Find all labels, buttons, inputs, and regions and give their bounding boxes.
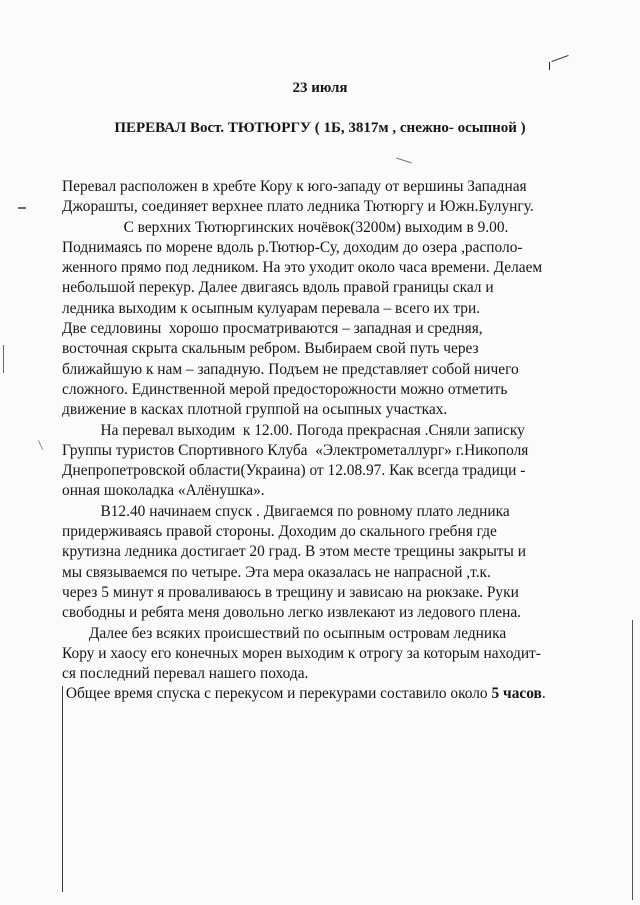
scan-mark-left-dash — [18, 207, 26, 209]
text-line: придерживаясь правой стороны. Доходим до скального гребня где — [62, 523, 497, 541]
text-line: мы связываемся по четыре. Эта мера оказалась не напрасной ,т.к. — [62, 563, 491, 581]
text-line: через 5 минут я проваливаюсь в трещину и зависаю на рюкзаке. Руки — [62, 583, 519, 601]
scan-mark-left-tick — [38, 440, 43, 449]
document-date: 23 июля — [292, 80, 348, 96]
text-line: Джорашты, соединяет верхнее плато ледника Тютюргу и Южн.Булунгу. — [62, 198, 534, 216]
text-line: На перевал выходим к 12.00. Погода прекрасная .Сняли записку — [62, 421, 525, 439]
text-line-last-end: . — [541, 685, 546, 703]
text-line: Днепропетровской области(Украина) от 12.08.97. Как всегда традици - — [62, 462, 526, 480]
text-line: ледника выходим к осыпным кулуарам перевала – всего их три. — [62, 299, 481, 317]
text-line: онная шоколадка «Алёнушка». — [62, 482, 265, 500]
scan-mark-top-right — [551, 55, 568, 62]
scan-margin-line — [62, 686, 63, 892]
text-line: сложного. Единственной мерой предосторожности можно отметить — [62, 380, 508, 398]
text-line-last-start: Общее время спуска с перекусом и перекурами составило около — [62, 685, 492, 703]
text-line: движение в касках плотной группой на осыпных участках. — [62, 401, 448, 419]
text-line: Поднимаясь по морене вдоль р.Тютюр-Су, доходим до озера ,располо- — [62, 238, 523, 256]
scan-mark-left-edge — [3, 345, 4, 373]
text-line: восточная скрыта скальным ребром. Выбираем свой путь через — [62, 340, 479, 358]
text-line: Кору и хаосу его конечных морен выходим к отрогу за которым находит- — [62, 644, 541, 662]
text-line: ся последний перевал нашего похода. — [62, 665, 309, 683]
total-time-bold: 5 часов — [491, 685, 542, 703]
text-line: С верхних Тютюргинских ночёвок(3200м) выходим в 9.00. — [62, 218, 509, 236]
text-line: Далее без всяких происшествий по осыпным островам ледника — [62, 624, 507, 642]
text-line: свободны и ребята меня довольно легко извлекают из ледового плена. — [62, 604, 522, 622]
text-line: Две седловины хорошо просматриваются – западная и средняя, — [62, 320, 483, 338]
scan-mark-right-edge — [632, 620, 633, 900]
text-line: Перевал расположен в хребте Кору к юго-западу от вершины Западная — [62, 178, 527, 195]
scan-mark-top-right-tick — [549, 62, 550, 70]
document-title: ПЕРЕВАЛ Вост. ТЮТЮРГУ ( 1Б, 3817м , снежно- осыпной ) — [114, 120, 526, 136]
text-line: Группы туристов Спортивного Клуба «Электрометаллург» г.Никополя — [62, 441, 529, 459]
text-line-last — [62, 684, 622, 704]
text-line: женного прямо под ледником. На это уходит около часа времени. Делаем — [62, 259, 543, 277]
scan-mark-middle — [396, 158, 412, 164]
text-line: ближайшую к нам – западную. Подъем не представляет собой ничего — [62, 360, 519, 378]
text-line: В12.40 начинаем спуск . Двигаемся по ровному плато ледника — [62, 502, 510, 520]
text-line: крутизна ледника достигает 20 град. В этом месте трещины закрыты и — [62, 543, 526, 561]
text-line: небольшой перекур. Далее двигаясь вдоль правой границы скал и — [62, 279, 494, 297]
document-body — [62, 177, 622, 705]
